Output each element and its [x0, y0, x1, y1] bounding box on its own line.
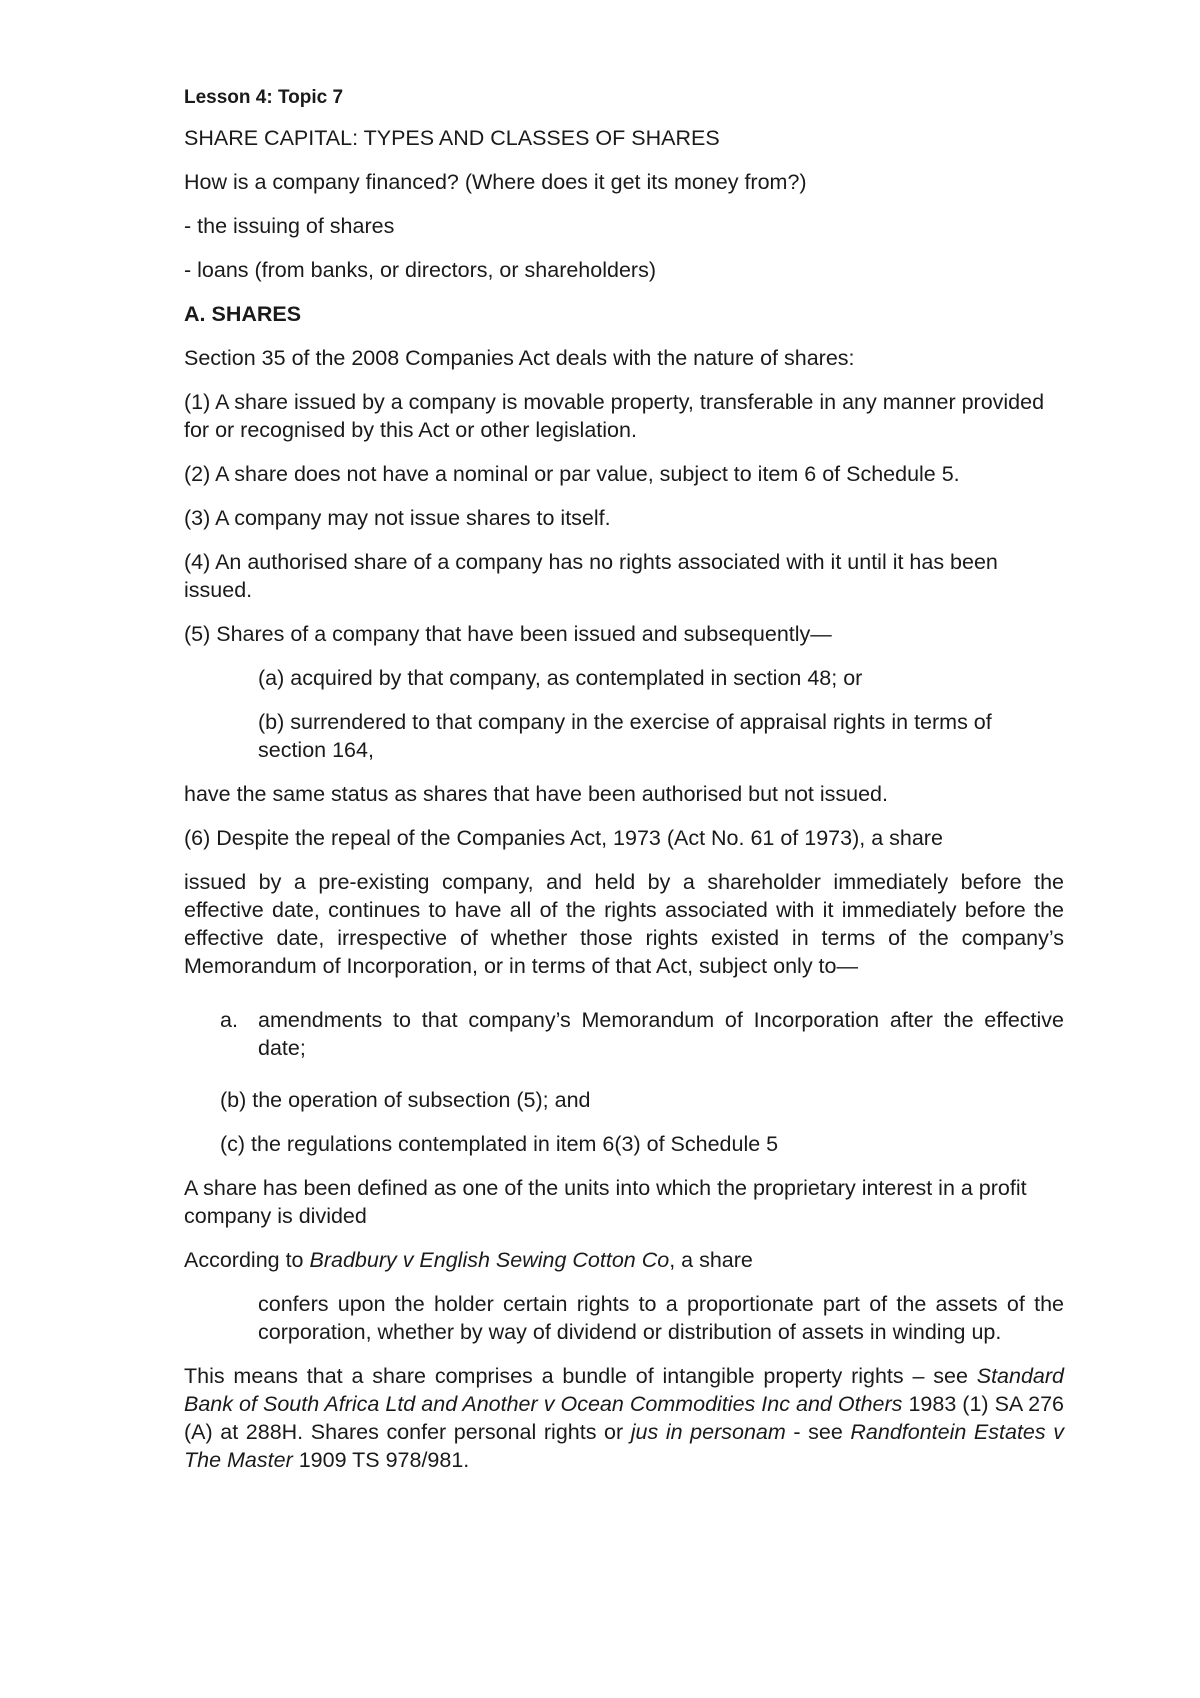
subsection-6-body: issued by a pre-existing company, and held by a shareholder immediately before the effective date, continues to have all of the rights associated with it immediately before the effective date, irrespective of whether those rights existed in terms of the company’s Memorandum of Incorporation, or in terms of that Act, subject only to—	[184, 870, 1064, 978]
text-run: This means that a share comprises a bundle of intangible property rights – see	[184, 1364, 977, 1388]
subsection-5-a: (a) acquired by that company, as contemplated in section 48; or	[258, 666, 863, 690]
text-run: 1983 (1) SA 276 (A) at 288H. Shares confer personal rights or	[184, 1392, 1064, 1444]
document-title: SHARE CAPITAL: TYPES AND CLASSES OF SHARES	[184, 126, 720, 150]
subsection-6-item-a	[220, 1006, 1064, 1062]
bradbury-reference	[184, 1246, 1064, 1274]
subsection-1: (1) A share issued by a company is movable property, transferable in any manner provided for or recognised by this Act or other legislation.	[184, 390, 1045, 442]
subsection-5-b: (b) surrendered to that company in the exercise of appraisal rights in terms of section 164,	[258, 710, 992, 762]
concluding-paragraph	[184, 1362, 1064, 1474]
case-name: Randfontein Estates v The Master	[184, 1420, 1064, 1472]
subsection-6-item-c: (c) the regulations contemplated in item 6(3) of Schedule 5	[220, 1132, 779, 1156]
text-run: According to	[184, 1248, 310, 1272]
subsection-5: (5) Shares of a company that have been issued and subsequently—	[184, 622, 832, 646]
document-body	[184, 84, 1064, 1490]
list-marker: a.	[220, 1008, 238, 1032]
text-run: - see	[785, 1420, 851, 1444]
subsection-2: (2) A share does not have a nominal or par value, subject to item 6 of Schedule 5.	[184, 462, 960, 486]
subsection-6-item-b: (b) the operation of subsection (5); and	[220, 1088, 591, 1112]
text-run: 1909 TS 978/981.	[292, 1448, 470, 1472]
text-run: , a share	[669, 1248, 753, 1272]
case-name: Bradbury v English Sewing Cotton Co	[309, 1248, 670, 1272]
subsection-5-conclusion: have the same status as shares that have been authorised but not issued.	[184, 782, 888, 806]
section-a-heading: A. SHARES	[184, 302, 302, 326]
lesson-label: Lesson 4: Topic 7	[184, 87, 344, 108]
case-name: Standard Bank of South Africa Ltd and Another v Ocean Commodities Inc and Others	[184, 1364, 1064, 1416]
section-35-intro: Section 35 of the 2008 Companies Act deals with the nature of shares:	[184, 346, 855, 370]
subsection-6-opening: (6) Despite the repeal of the Companies Act, 1973 (Act No. 61 of 1973), a share	[184, 826, 943, 850]
financing-item-loans: - loans (from banks, or directors, or shareholders)	[184, 258, 656, 282]
financing-question: How is a company financed? (Where does it get its money from?)	[184, 170, 807, 194]
subsection-3: (3) A company may not issue shares to itself.	[184, 506, 611, 530]
subsection-4: (4) An authorised share of a company has no rights associated with it until it has been issued.	[184, 550, 998, 602]
bradbury-quote: confers upon the holder certain rights to a proportionate part of the assets of the corporation, whether by way of dividend or distribution of assets in winding up.	[258, 1292, 1064, 1344]
share-definition: A share has been defined as one of the units into which the proprietary interest in a profit company is divided	[184, 1176, 1027, 1228]
financing-item-shares: - the issuing of shares	[184, 214, 395, 238]
list-item-text: amendments to that company’s Memorandum of Incorporation after the effective date;	[258, 1008, 1064, 1060]
latin-term: jus in personam	[630, 1420, 786, 1444]
